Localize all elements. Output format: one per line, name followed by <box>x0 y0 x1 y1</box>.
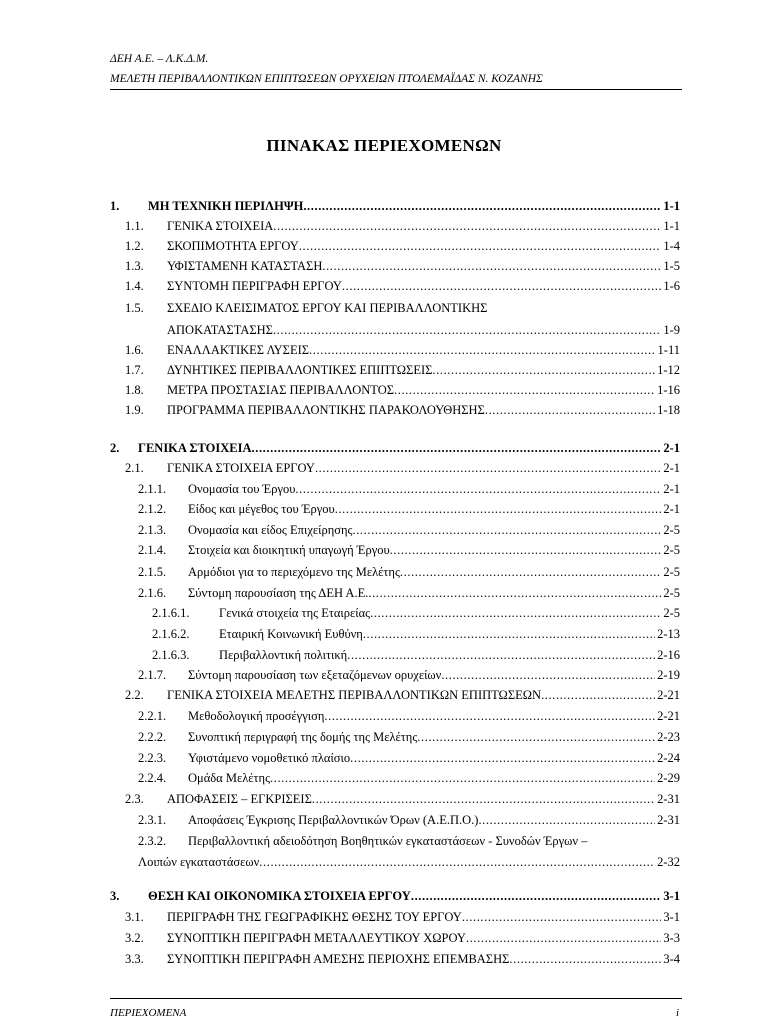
toc-entry[interactable] <box>110 196 680 216</box>
toc-entry-page: 2-1 <box>663 441 680 455</box>
header-line-2: ΜΕΛΕΤΗ ΠΕΡΙΒΑΛΛΟΝΤΙΚΩΝ ΕΠΙΠΤΩΣΕΩΝ ΟΡΥΧΕΙΩΝ ΠΤΟΛΕΜΑΪΔΑΣ Ν. ΚΟΖΑΝΗΣ <box>110 73 543 85</box>
toc-dot-leader <box>342 276 661 296</box>
toc-entry[interactable] <box>125 928 680 948</box>
toc-entry-title: ΑΠΟΚΑΤΑΣΤΑΣΗΣ <box>167 323 273 337</box>
toc-entry-title: Υφιστάμενο νομοθετικό πλαίσιο <box>188 751 351 765</box>
toc-dot-leader <box>273 320 661 340</box>
toc-entry-number: 2.1. <box>125 461 144 475</box>
toc-entry[interactable] <box>125 216 680 236</box>
toc-dot-leader <box>295 479 661 499</box>
toc-entry-title: Ονομασία και είδος Επιχείρησης <box>188 523 353 537</box>
toc-entry-page: 1-4 <box>663 239 680 253</box>
toc-entry-number: 1.5. <box>125 301 144 315</box>
toc-entry-title: Συνοπτική περιγραφή της δομής της Μελέτης <box>188 730 418 744</box>
toc-entry-title: Στοιχεία και διοικητική υπαγωγή Έργου <box>188 543 390 557</box>
toc-entry-title: ΜΗ ΤΕΧΝΙΚΗ ΠΕΡΙΛΗΨΗ <box>148 199 304 213</box>
toc-dot-leader <box>370 603 661 623</box>
toc-entry-page: 1-6 <box>663 279 680 293</box>
toc-entry-number: 1.3. <box>125 259 144 273</box>
toc-dot-leader <box>462 907 662 927</box>
toc-entry[interactable] <box>138 852 680 872</box>
toc-entry[interactable] <box>125 949 680 969</box>
toc-entry-title: ΕΝΑΛΛΑΚΤΙΚΕΣ ΛΥΣΕΙΣ <box>167 343 310 357</box>
toc-entry-title: ΠΡΟΓΡΑΜΜΑ ΠΕΡΙΒΑΛΛΟΝΤΙΚΗΣ ΠΑΡΑΚΟΛΟΥΘΗΣΗΣ <box>167 403 485 417</box>
toc-entry-title: ΣΥΝΤΟΜΗ ΠΕΡΙΓΡΑΦΗ ΕΡΓΟΥ <box>167 279 342 293</box>
toc-entry-page: 2-23 <box>657 730 680 744</box>
toc-entry-page: 2-5 <box>663 523 680 537</box>
toc-entry-number: 2.1.4. <box>138 543 167 557</box>
toc-entry-page: 3-4 <box>663 952 680 966</box>
toc-entry-title: ΣΥΝΟΠΤΙΚΗ ΠΕΡΙΓΡΑΦΗ ΜΕΤΑΛΛΕΥΤΙΚΟΥ ΧΩΡΟΥ <box>167 931 466 945</box>
toc-dot-leader <box>390 540 662 560</box>
toc-entry-page: 2-1 <box>663 482 680 496</box>
toc-entry-title: Σύντομη παρουσίαση της ΔΕΗ Α.Ε. <box>188 586 369 600</box>
toc-entry-number: 1.8. <box>125 383 144 397</box>
toc-dot-leader <box>485 400 655 420</box>
toc-entry-number: 1.9. <box>125 403 144 417</box>
toc-entry[interactable] <box>125 320 680 340</box>
toc-dot-leader <box>312 789 655 809</box>
toc-entry-title: Περιβαλλοντική αδειοδότηση Βοηθητικών εγκαταστάσεων - Συνοδών Έργων – <box>188 834 588 848</box>
toc-dot-leader <box>411 886 661 906</box>
toc-entry-page: 3-3 <box>663 931 680 945</box>
toc-entry-page: 2-21 <box>657 688 680 702</box>
toc-entry[interactable] <box>138 748 680 768</box>
toc-entry-page: 1-9 <box>663 323 680 337</box>
toc-entry-number: 2.2. <box>125 688 144 702</box>
toc-entry-title: ΠΕΡΙΓΡΑΦΗ ΤΗΣ ΓΕΩΓΡΑΦΙΚΗΣ ΘΕΣΗΣ ΤΟΥ ΕΡΓΟΥ <box>167 910 462 924</box>
toc-dot-leader <box>309 340 656 360</box>
toc-entry-number: 3.3. <box>125 952 144 966</box>
toc-entry-number: 3. <box>110 889 120 903</box>
toc-entry-page: 2-29 <box>657 771 680 785</box>
toc-entry-number: 2.2.1. <box>138 709 167 723</box>
toc-entry-page: 2-21 <box>657 709 680 723</box>
toc-entry-number: 2.1.6.1. <box>152 606 190 620</box>
footer-section-label: ΠΕΡΙΕΧΟΜΕΝΑ <box>110 1007 187 1019</box>
toc-entry[interactable] <box>138 583 680 603</box>
toc-entry-number: 2.1.7. <box>138 668 167 682</box>
footer-rule <box>110 998 682 999</box>
toc-entry-page: 2-31 <box>657 813 680 827</box>
toc-entry-title: ΥΦΙΣΤΑΜΕΝΗ ΚΑΤΑΣΤΑΣΗ <box>167 259 323 273</box>
toc-entry[interactable] <box>138 499 680 519</box>
toc-dot-leader <box>303 196 661 216</box>
toc-entry[interactable] <box>152 624 680 644</box>
toc-entry[interactable] <box>138 706 680 726</box>
toc-dot-leader <box>417 727 655 747</box>
toc-entry[interactable] <box>138 768 680 788</box>
toc-dot-leader <box>350 748 655 768</box>
toc-entry-title: Αρμόδιοι για το περιεχόμενο της Μελέτης <box>188 565 400 579</box>
toc-entry-number: 2.1.2. <box>138 502 167 516</box>
toc-entry[interactable] <box>138 810 680 830</box>
toc-dot-leader <box>363 624 655 644</box>
toc-entry-page: 1-1 <box>663 219 680 233</box>
toc-entry-number: 2.2.2. <box>138 730 167 744</box>
toc-entry[interactable] <box>110 438 680 458</box>
toc-dot-leader <box>441 665 655 685</box>
toc-entry-page: 3-1 <box>663 889 680 903</box>
toc-entry-title: Ονομασία του Έργου <box>188 482 296 496</box>
toc-entry-title: ΜΕΤΡΑ ΠΡΟΣΤΑΣΙΑΣ ΠΕΡΙΒΑΛΛΟΝΤΟΣ <box>167 383 394 397</box>
toc-entry[interactable] <box>138 727 680 747</box>
toc-entry-number: 2.1.1. <box>138 482 167 496</box>
toc-entry-number: 1. <box>110 199 120 213</box>
toc-entry-page: 1-12 <box>657 363 680 377</box>
toc-entry-title: ΣΧΕΔΙΟ ΚΛΕΙΣΙΜΑΤΟΣ ΕΡΓΟΥ ΚΑΙ ΠΕΡΙΒΑΛΛΟΝΤΙΚΗΣ <box>167 301 488 315</box>
toc-entry-title: ΣΥΝΟΠΤΙΚΗ ΠΕΡΙΓΡΑΦΗ ΑΜΕΣΗΣ ΠΕΡΙΟΧΗΣ ΕΠΕΜΒΑΣΗΣ <box>167 952 510 966</box>
toc-entry-page: 2-5 <box>663 543 680 557</box>
toc-entry-page: 2-24 <box>657 751 680 765</box>
toc-entry-page: 1-18 <box>657 403 680 417</box>
toc-dot-leader <box>400 562 661 582</box>
toc-entry[interactable] <box>125 256 680 276</box>
toc-dot-leader <box>335 499 662 519</box>
toc-entry[interactable] <box>125 380 680 400</box>
toc-entry-title: ΓΕΝΙΚΑ ΣΤΟΙΧΕΙΑ <box>138 441 252 455</box>
toc-entry-number: 2.1.3. <box>138 523 167 537</box>
toc-entry[interactable] <box>110 886 680 906</box>
toc-entry-number: 1.1. <box>125 219 144 233</box>
toc-entry[interactable] <box>152 645 680 665</box>
toc-dot-leader <box>478 810 655 830</box>
toc-entry-title: Αποφάσεις Έγκρισης Περιβαλλοντικών Όρων (Α.Ε.Π.Ο.) <box>188 813 479 827</box>
toc-entry-number: 2.1.5. <box>138 565 167 579</box>
toc-entry-title: Ομάδα Μελέτης <box>188 771 271 785</box>
toc-entry-number: 2.1.6.3. <box>152 648 190 662</box>
toc-entry-number: 1.4. <box>125 279 144 293</box>
toc-entry-title: ΘΕΣΗ ΚΑΙ ΟΙΚΟΝΟΜΙΚΑ ΣΤΟΙΧΕΙΑ ΕΡΓΟΥ <box>148 889 411 903</box>
toc-entry-title: Περιβαλλοντική πολιτική <box>219 648 348 662</box>
toc-entry-number: 2.3. <box>125 792 144 806</box>
toc-dot-leader <box>315 458 661 478</box>
toc-entry-page: 1-16 <box>657 383 680 397</box>
toc-entry-page: 2-1 <box>663 461 680 475</box>
toc-dot-leader <box>270 768 655 788</box>
toc-entry-number: 2. <box>110 441 120 455</box>
toc-dot-leader <box>466 928 661 948</box>
toc-entry-number: 2.2.3. <box>138 751 167 765</box>
toc-entry-number: 1.2. <box>125 239 144 253</box>
toc-entry-number: 2.3.2. <box>138 834 167 848</box>
toc-entry-number: 2.1.6.2. <box>152 627 190 641</box>
toc-entry-page: 2-5 <box>663 565 680 579</box>
toc-dot-leader <box>509 949 661 969</box>
toc-entry-number: 2.2.4. <box>138 771 167 785</box>
toc-entry-page: 2-5 <box>663 606 680 620</box>
toc-entry-page: 2-19 <box>657 668 680 682</box>
toc-entry-page: 1-5 <box>663 259 680 273</box>
toc-entry-number: 2.3.1. <box>138 813 167 827</box>
toc-dot-leader <box>299 236 662 256</box>
toc-dot-leader <box>259 852 655 872</box>
toc-entry-title: Εταιρική Κοινωνική Ευθύνη <box>219 627 363 641</box>
toc-entry-page: 1-1 <box>663 199 680 213</box>
toc-entry-number: 3.2. <box>125 931 144 945</box>
toc-entry[interactable] <box>125 458 680 478</box>
toc-entry[interactable] <box>125 298 680 318</box>
toc-entry[interactable] <box>138 520 680 540</box>
page-title: ΠΙΝΑΚΑΣ ΠΕΡΙΕΧΟΜΕΝΩΝ <box>266 136 502 155</box>
toc-dot-leader <box>432 360 655 380</box>
toc-entry-number: 1.6. <box>125 343 144 357</box>
toc-entry[interactable] <box>138 540 680 560</box>
toc-entry[interactable] <box>125 340 680 360</box>
toc-entry-page: 2-16 <box>657 648 680 662</box>
toc-entry-number: 1.7. <box>125 363 144 377</box>
toc-entry-page: 2-32 <box>657 855 680 869</box>
toc-entry-page: 1-11 <box>657 343 680 357</box>
toc-entry-title: ΓΕΝΙΚΑ ΣΤΟΙΧΕΙΑ ΜΕΛΕΤΗΣ ΠΕΡΙΒΑΛΛΟΝΤΙΚΩΝ ΕΠΙΠΤΩΣΕΩΝ <box>167 688 542 702</box>
toc-entry-title: Λοιπών εγκαταστάσεων <box>138 855 260 869</box>
toc-entry-title: ΓΕΝΙΚΑ ΣΤΟΙΧΕΙΑ ΕΡΓΟΥ <box>167 461 315 475</box>
toc-entry-number: 2.1.6. <box>138 586 167 600</box>
toc-entry-title: ΔΥΝΗΤΙΚΕΣ ΠΕΡΙΒΑΛΛΟΝΤΙΚΕΣ ΕΠΙΠΤΩΣΕΙΣ <box>167 363 433 377</box>
toc-entry-title: ΑΠΟΦΑΣΕΙΣ – ΕΓΚΡΙΣΕΙΣ <box>167 792 312 806</box>
toc-dot-leader <box>368 583 661 603</box>
toc-entry[interactable] <box>125 360 680 380</box>
toc-entry[interactable] <box>138 665 680 685</box>
toc-dot-leader <box>347 645 655 665</box>
toc-entry[interactable] <box>125 685 680 705</box>
toc-entry-title: Γενικά στοιχεία της Εταιρείας <box>219 606 371 620</box>
toc-entry-title: Μεθοδολογική προσέγγιση <box>188 709 325 723</box>
toc-dot-leader <box>394 380 655 400</box>
toc-dot-leader <box>352 520 661 540</box>
footer-page-number: i <box>676 1007 680 1019</box>
toc-dot-leader <box>324 706 655 726</box>
header-line-1: ΔΕΗ Α.Ε. – Λ.Κ.Δ.Μ. <box>110 53 209 65</box>
toc-dot-leader <box>541 685 655 705</box>
toc-entry-page: 2-5 <box>663 586 680 600</box>
toc-entry-page: 2-31 <box>657 792 680 806</box>
toc-entry-page: 3-1 <box>663 910 680 924</box>
toc-dot-leader <box>273 216 661 236</box>
toc-entry-title: ΣΚΟΠΙΜΟΤΗΤΑ ΕΡΓΟΥ <box>167 239 299 253</box>
toc-dot-leader <box>252 438 662 458</box>
toc-entry[interactable] <box>138 562 680 582</box>
toc-entry-title: Σύντομη παρουσίαση των εξεταζόμενων ορυχείων <box>188 668 442 682</box>
toc-entry-page: 2-13 <box>657 627 680 641</box>
toc-entry[interactable] <box>125 236 680 256</box>
toc-entry-title: Είδος και μέγεθος του Έργου <box>188 502 335 516</box>
toc-entry[interactable] <box>138 831 680 851</box>
toc-entry[interactable] <box>125 789 680 809</box>
toc-entry[interactable] <box>152 603 680 623</box>
toc-dot-leader <box>322 256 661 276</box>
toc-entry-number: 3.1. <box>125 910 144 924</box>
toc-entry[interactable] <box>125 400 680 420</box>
toc-entry[interactable] <box>125 907 680 927</box>
toc-entry[interactable] <box>125 276 680 296</box>
toc-entry[interactable] <box>138 479 680 499</box>
toc-entry-page: 2-1 <box>663 502 680 516</box>
toc-entry-title: ΓΕΝΙΚΑ ΣΤΟΙΧΕΙΑ <box>167 219 274 233</box>
